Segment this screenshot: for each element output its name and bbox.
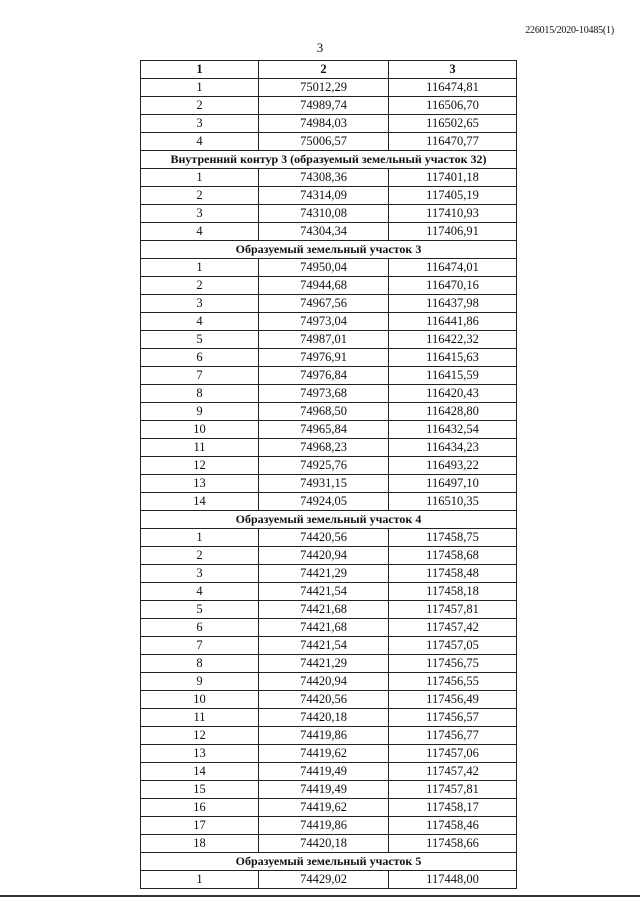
x-coordinate-cell: 74965,84 bbox=[259, 421, 389, 439]
x-coordinate-cell: 74989,74 bbox=[259, 97, 389, 115]
table-row bbox=[141, 367, 517, 385]
table-row bbox=[141, 97, 517, 115]
x-coordinate-cell: 74420,94 bbox=[259, 673, 389, 691]
table-row bbox=[141, 457, 517, 475]
table-row bbox=[141, 565, 517, 583]
table-row bbox=[141, 709, 517, 727]
table-row bbox=[141, 673, 517, 691]
x-coordinate-cell: 74931,15 bbox=[259, 475, 389, 493]
table-row bbox=[141, 583, 517, 601]
point-number-cell: 12 bbox=[141, 457, 259, 475]
point-number-cell: 2 bbox=[141, 97, 259, 115]
x-coordinate-cell: 74421,29 bbox=[259, 565, 389, 583]
coordinates-table bbox=[140, 60, 517, 889]
x-coordinate-cell: 75006,57 bbox=[259, 133, 389, 151]
header-col-1: 1 bbox=[141, 61, 259, 79]
page-number: 3 bbox=[316, 40, 324, 55]
y-coordinate-cell: 117457,81 bbox=[389, 601, 517, 619]
y-coordinate-cell: 117457,05 bbox=[389, 637, 517, 655]
x-coordinate-cell: 75012,29 bbox=[259, 79, 389, 97]
x-coordinate-cell: 74420,56 bbox=[259, 529, 389, 547]
x-coordinate-cell: 74420,56 bbox=[259, 691, 389, 709]
section-title: Внутренний контур 3 (образуемый земельный участок 32) bbox=[141, 151, 517, 169]
table-row bbox=[141, 295, 517, 313]
point-number-cell: 7 bbox=[141, 367, 259, 385]
point-number-cell: 15 bbox=[141, 781, 259, 799]
point-number-cell: 2 bbox=[141, 277, 259, 295]
table-row bbox=[141, 115, 517, 133]
y-coordinate-cell: 117458,66 bbox=[389, 835, 517, 853]
y-coordinate-cell: 116415,63 bbox=[389, 349, 517, 367]
point-number-cell: 3 bbox=[141, 565, 259, 583]
y-coordinate-cell: 117458,48 bbox=[389, 565, 517, 583]
table-row bbox=[141, 187, 517, 205]
y-coordinate-cell: 116470,77 bbox=[389, 133, 517, 151]
x-coordinate-cell: 74421,54 bbox=[259, 583, 389, 601]
y-coordinate-cell: 116497,10 bbox=[389, 475, 517, 493]
table-row bbox=[141, 169, 517, 187]
table-row bbox=[141, 547, 517, 565]
x-coordinate-cell: 74419,86 bbox=[259, 727, 389, 745]
point-number-cell: 1 bbox=[141, 79, 259, 97]
point-number-cell: 18 bbox=[141, 835, 259, 853]
y-coordinate-cell: 116434,23 bbox=[389, 439, 517, 457]
y-coordinate-cell: 117456,57 bbox=[389, 709, 517, 727]
table-row bbox=[141, 691, 517, 709]
page-bottom-rule bbox=[0, 895, 640, 897]
y-coordinate-cell: 116502,65 bbox=[389, 115, 517, 133]
point-number-cell: 1 bbox=[141, 259, 259, 277]
document-number: 226015/2020-10485(1) bbox=[525, 25, 614, 36]
y-coordinate-cell: 116415,59 bbox=[389, 367, 517, 385]
point-number-cell: 4 bbox=[141, 583, 259, 601]
point-number-cell: 9 bbox=[141, 403, 259, 421]
table-row bbox=[141, 277, 517, 295]
point-number-cell: 3 bbox=[141, 115, 259, 133]
x-coordinate-cell: 74419,86 bbox=[259, 817, 389, 835]
y-coordinate-cell: 117456,75 bbox=[389, 655, 517, 673]
x-coordinate-cell: 74950,04 bbox=[259, 259, 389, 277]
table-row bbox=[141, 817, 517, 835]
y-coordinate-cell: 116437,98 bbox=[389, 295, 517, 313]
y-coordinate-cell: 116441,86 bbox=[389, 313, 517, 331]
y-coordinate-cell: 116506,70 bbox=[389, 97, 517, 115]
section-title: Образуемый земельный участок 3 bbox=[141, 241, 517, 259]
point-number-cell: 1 bbox=[141, 529, 259, 547]
y-coordinate-cell: 117457,42 bbox=[389, 763, 517, 781]
point-number-cell: 4 bbox=[141, 223, 259, 241]
x-coordinate-cell: 74421,68 bbox=[259, 601, 389, 619]
x-coordinate-cell: 74984,03 bbox=[259, 115, 389, 133]
table-row bbox=[141, 745, 517, 763]
x-coordinate-cell: 74925,76 bbox=[259, 457, 389, 475]
point-number-cell: 10 bbox=[141, 421, 259, 439]
y-coordinate-cell: 117448,00 bbox=[389, 871, 517, 889]
point-number-cell: 3 bbox=[141, 295, 259, 313]
point-number-cell: 1 bbox=[141, 871, 259, 889]
x-coordinate-cell: 74420,18 bbox=[259, 835, 389, 853]
y-coordinate-cell: 116510,35 bbox=[389, 493, 517, 511]
coordinates-table-body bbox=[141, 61, 517, 889]
x-coordinate-cell: 74924,05 bbox=[259, 493, 389, 511]
point-number-cell: 2 bbox=[141, 187, 259, 205]
table-row bbox=[141, 385, 517, 403]
y-coordinate-cell: 116428,80 bbox=[389, 403, 517, 421]
x-coordinate-cell: 74987,01 bbox=[259, 331, 389, 349]
x-coordinate-cell: 74420,18 bbox=[259, 709, 389, 727]
y-coordinate-cell: 117405,19 bbox=[389, 187, 517, 205]
table-row bbox=[141, 781, 517, 799]
point-number-cell: 2 bbox=[141, 547, 259, 565]
point-number-cell: 5 bbox=[141, 331, 259, 349]
y-coordinate-cell: 116474,01 bbox=[389, 259, 517, 277]
table-row bbox=[141, 799, 517, 817]
y-coordinate-cell: 117457,81 bbox=[389, 781, 517, 799]
table-row bbox=[141, 871, 517, 889]
point-number-cell: 12 bbox=[141, 727, 259, 745]
table-row bbox=[141, 313, 517, 331]
x-coordinate-cell: 74421,68 bbox=[259, 619, 389, 637]
table-row bbox=[141, 601, 517, 619]
y-coordinate-cell: 117456,49 bbox=[389, 691, 517, 709]
table-row bbox=[141, 259, 517, 277]
point-number-cell: 8 bbox=[141, 385, 259, 403]
point-number-cell: 13 bbox=[141, 745, 259, 763]
x-coordinate-cell: 74310,08 bbox=[259, 205, 389, 223]
x-coordinate-cell: 74967,56 bbox=[259, 295, 389, 313]
x-coordinate-cell: 74308,36 bbox=[259, 169, 389, 187]
y-coordinate-cell: 116420,43 bbox=[389, 385, 517, 403]
section-header-row bbox=[141, 241, 517, 259]
y-coordinate-cell: 117456,77 bbox=[389, 727, 517, 745]
x-coordinate-cell: 74420,94 bbox=[259, 547, 389, 565]
x-coordinate-cell: 74421,29 bbox=[259, 655, 389, 673]
x-coordinate-cell: 74419,62 bbox=[259, 745, 389, 763]
point-number-cell: 4 bbox=[141, 133, 259, 151]
x-coordinate-cell: 74419,62 bbox=[259, 799, 389, 817]
x-coordinate-cell: 74968,23 bbox=[259, 439, 389, 457]
point-number-cell: 16 bbox=[141, 799, 259, 817]
x-coordinate-cell: 74304,34 bbox=[259, 223, 389, 241]
point-number-cell: 9 bbox=[141, 673, 259, 691]
point-number-cell: 14 bbox=[141, 763, 259, 781]
x-coordinate-cell: 74973,04 bbox=[259, 313, 389, 331]
table-row bbox=[141, 349, 517, 367]
table-row bbox=[141, 619, 517, 637]
section-header-row bbox=[141, 511, 517, 529]
table-row bbox=[141, 475, 517, 493]
y-coordinate-cell: 117401,18 bbox=[389, 169, 517, 187]
table-row bbox=[141, 835, 517, 853]
point-number-cell: 6 bbox=[141, 349, 259, 367]
header-col-3: 3 bbox=[389, 61, 517, 79]
y-coordinate-cell: 117458,46 bbox=[389, 817, 517, 835]
y-coordinate-cell: 116470,16 bbox=[389, 277, 517, 295]
section-title: Образуемый земельный участок 5 bbox=[141, 853, 517, 871]
table-row bbox=[141, 205, 517, 223]
x-coordinate-cell: 74973,68 bbox=[259, 385, 389, 403]
point-number-cell: 14 bbox=[141, 493, 259, 511]
point-number-cell: 5 bbox=[141, 601, 259, 619]
table-row bbox=[141, 223, 517, 241]
point-number-cell: 17 bbox=[141, 817, 259, 835]
y-coordinate-cell: 117458,18 bbox=[389, 583, 517, 601]
y-coordinate-cell: 117456,55 bbox=[389, 673, 517, 691]
x-coordinate-cell: 74421,54 bbox=[259, 637, 389, 655]
table-row bbox=[141, 133, 517, 151]
y-coordinate-cell: 117458,17 bbox=[389, 799, 517, 817]
y-coordinate-cell: 117406,91 bbox=[389, 223, 517, 241]
table-row bbox=[141, 493, 517, 511]
point-number-cell: 13 bbox=[141, 475, 259, 493]
section-title: Образуемый земельный участок 4 bbox=[141, 511, 517, 529]
table-header-row bbox=[141, 61, 517, 79]
x-coordinate-cell: 74944,68 bbox=[259, 277, 389, 295]
y-coordinate-cell: 117458,68 bbox=[389, 547, 517, 565]
y-coordinate-cell: 116474,81 bbox=[389, 79, 517, 97]
y-coordinate-cell: 116432,54 bbox=[389, 421, 517, 439]
point-number-cell: 10 bbox=[141, 691, 259, 709]
point-number-cell: 7 bbox=[141, 637, 259, 655]
y-coordinate-cell: 117457,42 bbox=[389, 619, 517, 637]
point-number-cell: 1 bbox=[141, 169, 259, 187]
x-coordinate-cell: 74976,91 bbox=[259, 349, 389, 367]
point-number-cell: 6 bbox=[141, 619, 259, 637]
point-number-cell: 11 bbox=[141, 439, 259, 457]
table-row bbox=[141, 421, 517, 439]
point-number-cell: 3 bbox=[141, 205, 259, 223]
table-row bbox=[141, 763, 517, 781]
x-coordinate-cell: 74419,49 bbox=[259, 763, 389, 781]
table-row bbox=[141, 637, 517, 655]
y-coordinate-cell: 117410,93 bbox=[389, 205, 517, 223]
table-row bbox=[141, 727, 517, 745]
x-coordinate-cell: 74968,50 bbox=[259, 403, 389, 421]
table-row bbox=[141, 79, 517, 97]
point-number-cell: 4 bbox=[141, 313, 259, 331]
y-coordinate-cell: 116493,22 bbox=[389, 457, 517, 475]
header-col-2: 2 bbox=[259, 61, 389, 79]
y-coordinate-cell: 117458,75 bbox=[389, 529, 517, 547]
table-row bbox=[141, 439, 517, 457]
table-row bbox=[141, 655, 517, 673]
table-row bbox=[141, 331, 517, 349]
section-header-row bbox=[141, 853, 517, 871]
x-coordinate-cell: 74976,84 bbox=[259, 367, 389, 385]
point-number-cell: 8 bbox=[141, 655, 259, 673]
table-row bbox=[141, 529, 517, 547]
y-coordinate-cell: 116422,32 bbox=[389, 331, 517, 349]
x-coordinate-cell: 74314,09 bbox=[259, 187, 389, 205]
point-number-cell: 11 bbox=[141, 709, 259, 727]
section-header-row bbox=[141, 151, 517, 169]
table-row bbox=[141, 403, 517, 421]
x-coordinate-cell: 74429,02 bbox=[259, 871, 389, 889]
x-coordinate-cell: 74419,49 bbox=[259, 781, 389, 799]
y-coordinate-cell: 117457,06 bbox=[389, 745, 517, 763]
